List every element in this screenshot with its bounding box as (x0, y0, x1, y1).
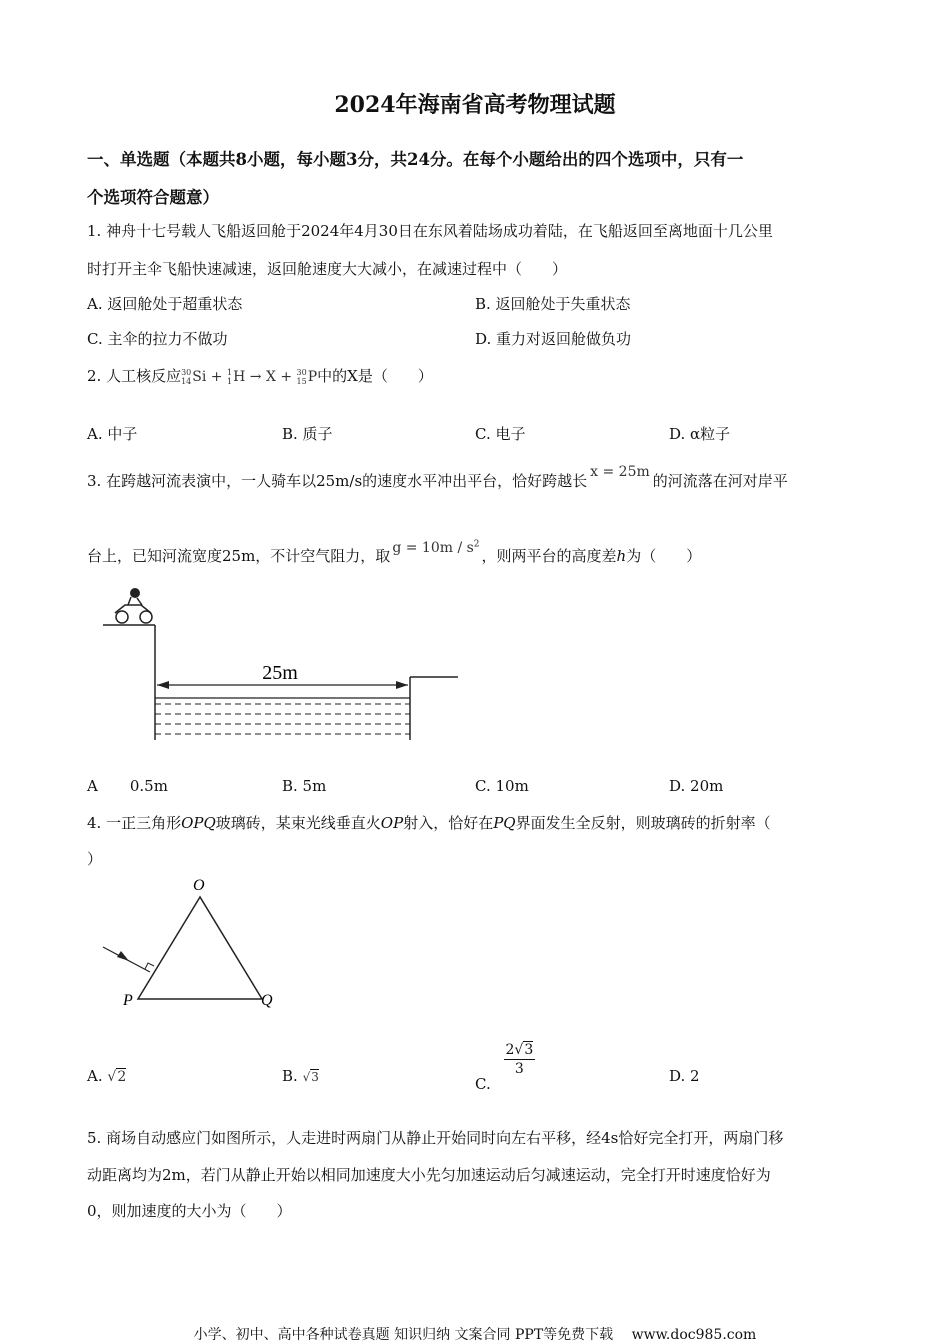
q1-line1: 1. 神舟十七号载人飞船返回舱于2024年4月30日在东风着陆场成功着陆，在飞船返回至离地面十几公里 (87, 222, 773, 240)
q4-triangle-figure (95, 875, 295, 1015)
q3-line1: 3. 在跨越河流表演中，一人骑车以25m/s的速度水平冲出平台，恰好跨越长 x = 25m 的河流落在河对岸平 (87, 464, 788, 490)
q4-label-q: Q (261, 992, 273, 1009)
q3-line2: 台上，已知河流宽度25m，不计空气阻力，取 $g = 10m / s^2$，则两平台的高度差h为（ ） (87, 539, 702, 565)
q4-option-a: A. √2 (87, 1067, 127, 1085)
q4-option-c: C. $\frac{2√3}{3}$ (475, 1042, 534, 1093)
q2-stem (87, 365, 433, 386)
q3-width-label: 25m (262, 662, 298, 684)
q1-option-c: C. 主伞的拉力不做功 (87, 330, 228, 348)
q2-option-d: D. α粒子 (669, 425, 731, 443)
page-footer: 小学、初中、高中各种试卷真题 知识归纳 文案合同 PPT等免费下载 www.doc985.com (193, 1327, 757, 1343)
section-heading-line1: 一、单选题（本题共8小题，每小题3分，共24分。在每个小题给出的四个选项中，只有一 (87, 150, 744, 169)
q3-option-c: C. 10m (475, 777, 529, 795)
q4-label-p: P (123, 992, 133, 1009)
q3-river-figure (95, 585, 475, 750)
q4-option-b: B. √3 (282, 1067, 319, 1085)
q2-option-c: C. 电子 (475, 425, 526, 443)
q2-option-b: B. 质子 (282, 425, 333, 443)
q1-option-a: A. 返回舱处于超重状态 (87, 295, 243, 313)
q1-option-b: B. 返回舱处于失重状态 (475, 295, 631, 313)
q2-prefix: 2. 人工核反应 (87, 367, 182, 385)
q4-line1: 4. 一正三角形OPQ玻璃砖，某束光线垂直火OP射入，恰好在PQ界面发生全反射，则玻璃砖的折射率（ (87, 814, 771, 832)
q5-line1: 5. 商场自动感应门如图所示，人走进时两扇门从静止开始同时向左右平移，经4s恰好完全打开，两扇门移 (87, 1129, 784, 1147)
q2-nuclear-equation: 30 14 Si + 1 1 H → X + 30 15 P (181, 368, 318, 386)
section-heading-line2: 个选项符合题意） (87, 188, 219, 207)
q2-suffix: 中的X是（ ） (317, 367, 433, 385)
q3-eq-x: x = 25m (590, 464, 650, 480)
page-title: 2024年海南省高考物理试题 (334, 92, 616, 118)
q3-option-b: B. 5m (282, 777, 327, 795)
q1-line2: 时打开主伞飞船快速减速，返回舱速度大大减小，在减速过程中（ ） (87, 260, 568, 278)
q3-option-d: D. 20m (669, 777, 724, 795)
q5-line2: 动距离均为2m，若门从静止开始以相同加速度大小先匀加速运动后匀减速运动，完全打开时速度恰好为 (87, 1166, 771, 1184)
q3-eq-g: $g = 10m / s^2$ (392, 539, 480, 556)
q1-option-d: D. 重力对返回舱做负功 (475, 330, 632, 348)
q3-option-a: A 0.5m (87, 777, 168, 795)
q4-option-d: D. 2 (669, 1067, 700, 1085)
q5-line3: 0，则加速度的大小为（ ） (87, 1202, 292, 1220)
q4-label-o: O (193, 877, 205, 894)
q2-option-a: A. 中子 (87, 425, 138, 443)
q4-line2: ） (87, 850, 103, 868)
motorcycle-rider-icon (115, 588, 152, 623)
